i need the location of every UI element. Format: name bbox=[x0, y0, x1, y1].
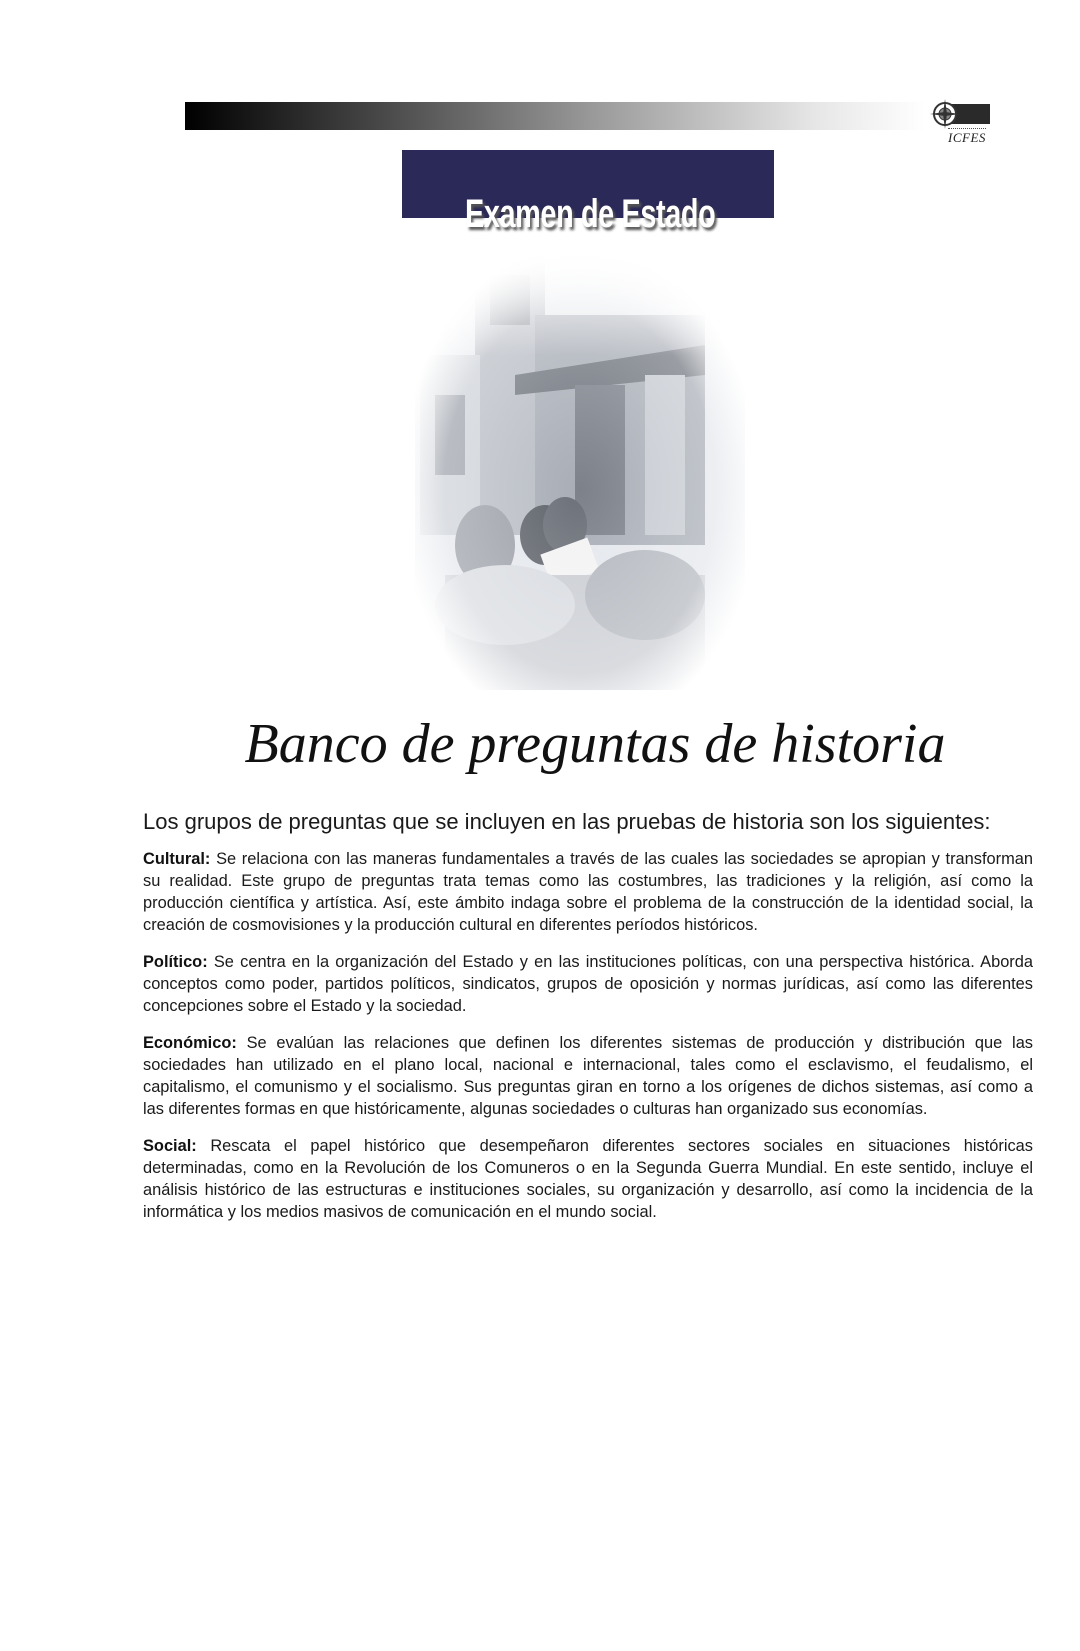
section-text: Se relaciona con las maneras fundamentales a través de las cuales las sociedades se apropian y transforman su realidad. Este grupo de preguntas trata temas como las costumbres, las tradiciones y la religión, así como la producción científica y artística. Así, este ámbito indaga sobre el problema de la construcción de la identidad social, la creación de cosmovisiones y la producción cultural en diferentes períodos históricos. bbox=[143, 850, 1033, 934]
section-label: Social: bbox=[143, 1137, 197, 1155]
section-social bbox=[143, 1135, 1033, 1223]
section-label: Cultural: bbox=[143, 850, 211, 868]
section-label: Económico: bbox=[143, 1034, 237, 1052]
banner-title: Examen de Estado bbox=[465, 192, 716, 236]
cover-photo bbox=[415, 245, 745, 690]
section-economico bbox=[143, 1032, 1033, 1120]
document-body bbox=[143, 808, 1033, 1238]
section-text: Rescata el papel histórico que desempeñaron diferentes sectores sociales en situaciones históricas determinadas, como en la Revolución de los Comuneros o en la Segunda Guerra Mundial. En este sentido, incluye el análisis histórico de las estructuras e instituciones sociales, su organización y desarrollo, así como la incidencia de la informática y los medios masivos de comunicación en el mundo social. bbox=[143, 1137, 1033, 1221]
intro-paragraph: Los grupos de preguntas que se incluyen en las pruebas de historia son los siguientes: bbox=[143, 809, 991, 834]
section-text: Se evalúan las relaciones que definen los diferentes sistemas de producción y distribución que las sociedades han utilizado en el plano local, nacional e internacional, tales como el esclavismo, el feudalismo, el capitalismo, el comunismo y el socialismo. Sus preguntas giran en torno a los orígenes de dichos sistemas, así como a las diferentes formas en que históricamente, algunas sociedades o culturas han organizado sus economías. bbox=[143, 1034, 1034, 1118]
icfes-logo bbox=[928, 98, 992, 153]
compass-icon bbox=[928, 98, 962, 132]
section-cultural bbox=[143, 848, 1033, 936]
section-text: Se centra en la organización del Estado y en las instituciones políticas, con una perspectiva histórica. Aborda conceptos como poder, partidos políticos, sindicatos, grupos de oposición y normas jurídicas, así como las diferentes concepciones sobre el Estado y la sociedad. bbox=[143, 953, 1033, 1015]
document-title: Banco de preguntas de historia bbox=[244, 713, 946, 775]
section-label: Político: bbox=[143, 953, 208, 971]
logo-text: ICFES bbox=[948, 130, 986, 145]
header-gradient-bar bbox=[185, 102, 925, 130]
section-politico bbox=[143, 951, 1033, 1017]
